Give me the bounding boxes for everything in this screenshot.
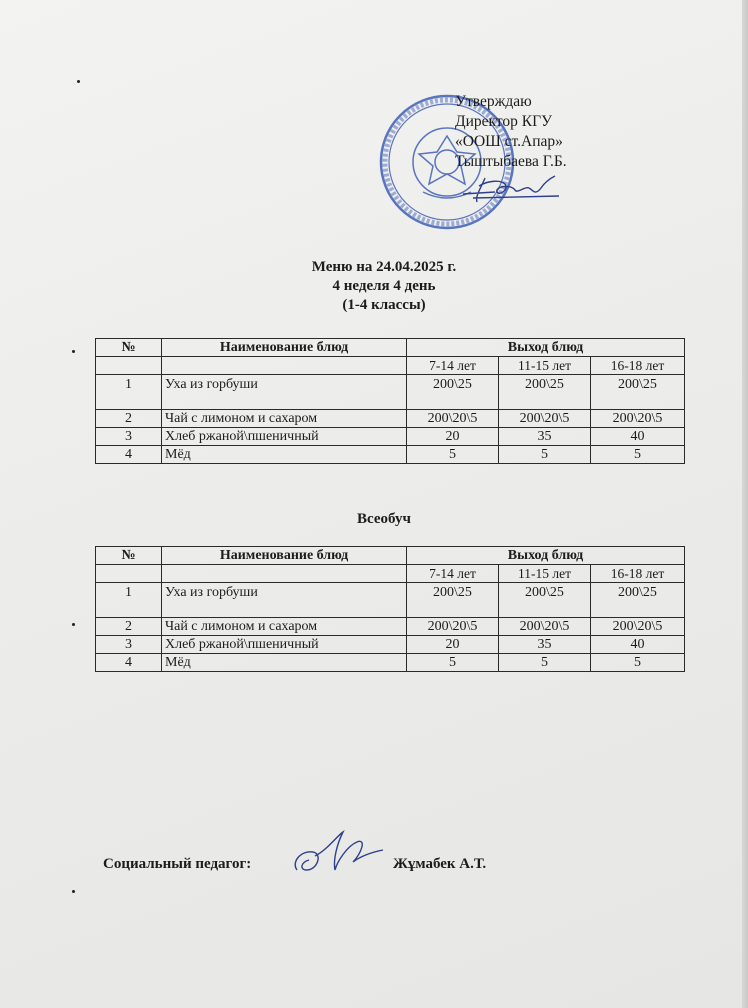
row-portion-7-14: 200\20\5 <box>407 410 499 428</box>
row-portion-11-15: 35 <box>499 428 591 446</box>
table-row <box>96 410 685 428</box>
row-dish: Мёд <box>162 654 407 672</box>
empty-cell <box>162 357 407 375</box>
table-row <box>96 428 685 446</box>
row-portion-11-15: 200\20\5 <box>499 410 591 428</box>
menu-classes: (1-4 классы) <box>342 297 426 313</box>
social-pedagogue-signature-icon <box>287 826 395 882</box>
footer-name: Жұмабек А.Т. <box>393 856 487 872</box>
table-age-row <box>96 565 685 583</box>
table-row <box>96 654 685 672</box>
row-portion-16-18: 200\25 <box>591 583 685 618</box>
header-dish-name: Наименование блюд <box>162 547 407 565</box>
row-number: 4 <box>96 446 162 464</box>
approval-block <box>455 92 567 172</box>
table-row <box>96 446 685 464</box>
row-portion-11-15: 200\20\5 <box>499 618 591 636</box>
empty-cell <box>96 565 162 583</box>
row-portion-11-15: 5 <box>499 446 591 464</box>
table-row <box>96 583 685 618</box>
row-dish: Чай с лимоном и сахаром <box>162 618 407 636</box>
row-portion-11-15: 5 <box>499 654 591 672</box>
age-7-14: 7-14 лет <box>407 565 499 583</box>
row-number: 2 <box>96 618 162 636</box>
menu-table-primary <box>95 338 685 464</box>
approval-school: «ООШ ст.Апар» <box>455 133 563 150</box>
empty-cell <box>96 357 162 375</box>
punch-dot <box>72 890 75 893</box>
row-portion-16-18: 5 <box>591 654 685 672</box>
row-portion-7-14: 200\25 <box>407 375 499 410</box>
footer-role: Социальный педагог: <box>103 856 252 872</box>
table-age-row <box>96 357 685 375</box>
age-11-15: 11-15 лет <box>499 565 591 583</box>
row-number: 2 <box>96 410 162 428</box>
row-portion-7-14: 5 <box>407 446 499 464</box>
header-dish-name: Наименование блюд <box>162 339 407 357</box>
approval-position: Директор КГУ <box>455 113 553 130</box>
age-7-14: 7-14 лет <box>407 357 499 375</box>
row-portion-11-15: 200\25 <box>499 583 591 618</box>
table-row <box>96 618 685 636</box>
menu-date: Меню на 24.04.2025 г. <box>311 259 457 275</box>
row-portion-7-14: 200\25 <box>407 583 499 618</box>
approval-director-name: Тыштыбаева Г.Б. <box>455 153 567 170</box>
section-title-vseobuch: Всеобуч <box>357 511 411 527</box>
menu-week-day: 4 неделя 4 день <box>332 278 436 294</box>
approval-title: Утверждаю <box>455 93 532 110</box>
row-portion-7-14: 200\20\5 <box>407 618 499 636</box>
row-portion-16-18: 40 <box>591 428 685 446</box>
row-portion-16-18: 40 <box>591 636 685 654</box>
header-output: Выход блюд <box>407 339 685 357</box>
row-dish: Мёд <box>162 446 407 464</box>
row-number: 3 <box>96 636 162 654</box>
row-portion-16-18: 200\20\5 <box>591 410 685 428</box>
row-dish: Уха из горбуши <box>162 583 407 618</box>
row-number: 4 <box>96 654 162 672</box>
age-16-18: 16-18 лет <box>591 357 685 375</box>
header-number: № <box>96 339 162 357</box>
age-16-18: 16-18 лет <box>591 565 685 583</box>
table-header-row <box>96 547 685 565</box>
row-dish: Хлеб ржаной\пшеничный <box>162 636 407 654</box>
row-number: 1 <box>96 583 162 618</box>
table-header-row <box>96 339 685 357</box>
punch-dot <box>72 350 75 353</box>
row-portion-11-15: 35 <box>499 636 591 654</box>
age-11-15: 11-15 лет <box>499 357 591 375</box>
row-portion-16-18: 200\25 <box>591 375 685 410</box>
row-number: 1 <box>96 375 162 410</box>
row-dish: Уха из горбуши <box>162 375 407 410</box>
header-number: № <box>96 547 162 565</box>
menu-heading <box>0 258 748 315</box>
empty-cell <box>162 565 407 583</box>
row-dish: Хлеб ржаной\пшеничный <box>162 428 407 446</box>
table-row <box>96 636 685 654</box>
punch-dot <box>72 623 75 626</box>
menu-table-vseobuch <box>95 546 685 672</box>
row-number: 3 <box>96 428 162 446</box>
row-portion-16-18: 5 <box>591 446 685 464</box>
row-portion-16-18: 200\20\5 <box>591 618 685 636</box>
paper-edge <box>742 0 748 1008</box>
row-portion-7-14: 20 <box>407 636 499 654</box>
director-signature-icon <box>455 166 565 206</box>
row-portion-11-15: 200\25 <box>499 375 591 410</box>
row-portion-7-14: 20 <box>407 428 499 446</box>
header-output: Выход блюд <box>407 547 685 565</box>
table-row <box>96 375 685 410</box>
row-dish: Чай с лимоном и сахаром <box>162 410 407 428</box>
row-portion-7-14: 5 <box>407 654 499 672</box>
punch-dot <box>77 80 80 83</box>
